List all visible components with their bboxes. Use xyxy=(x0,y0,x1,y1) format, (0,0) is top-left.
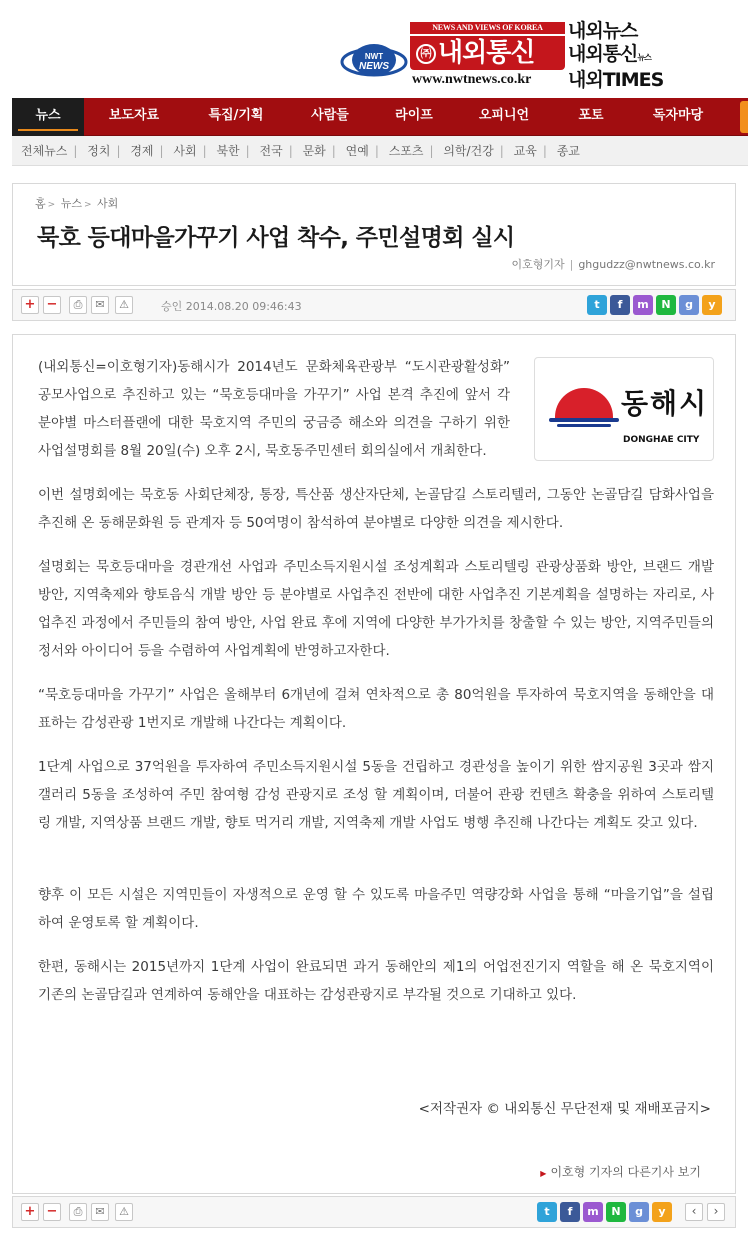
report-icon[interactable]: ⚠ xyxy=(115,1203,133,1221)
main-nav xyxy=(12,98,748,136)
font-increase-button[interactable]: + xyxy=(21,296,39,314)
subnav-north-korea[interactable]: 북한 xyxy=(216,144,240,158)
article-toolbar-top xyxy=(12,289,736,321)
facebook-icon[interactable]: f xyxy=(560,1202,580,1222)
nav-extra-tab[interactable] xyxy=(740,101,748,133)
subnav-economy[interactable]: 경제 xyxy=(130,144,154,158)
publish-date: 승인 2014.08.20 09:46:43 xyxy=(161,300,302,313)
subnav-health[interactable]: 의학/건강 xyxy=(443,144,494,158)
breadcrumb-news[interactable]: 뉴스 xyxy=(60,197,82,210)
article-paragraph: 설명회는 묵호등대마을 경관개선 사업과 주민소득지원시설 조성계획과 스토리텔링 관광상품화 방안, 브랜드 개발 방안, 지역축제와 향토음식 개발 방안 등 분야별로 사업추진 전반에 대한 사업추진 기본계획을 설명하는 자리로, 사업추진 과정에서 주민들의 참여 방안, 사업 완료 후에 지역에 다양한 부가가치를 창출할 수 있는 방안, 지역주민들의 정서와 아이디어 등을 수렴하여 사업계획에 반영하고자한다. xyxy=(38,559,714,659)
nav-life[interactable]: 라이프 xyxy=(395,108,433,123)
google-icon[interactable]: g xyxy=(679,295,699,315)
subnav-society[interactable]: 사회 xyxy=(173,144,197,158)
yozm-icon[interactable]: y xyxy=(702,295,722,315)
subnav-education[interactable]: 교육 xyxy=(513,144,537,158)
twitter-icon[interactable]: t xyxy=(537,1202,557,1222)
reporter-name[interactable]: 이호형기자 xyxy=(511,258,565,271)
svg-text:NEWS: NEWS xyxy=(359,61,389,72)
nav-press-release[interactable]: 보도자료 xyxy=(108,108,160,123)
breadcrumb-society[interactable]: 사회 xyxy=(97,197,119,210)
font-increase-button[interactable]: + xyxy=(21,1203,39,1221)
breadcrumb xyxy=(35,195,118,211)
breadcrumb-home[interactable]: 홈 xyxy=(35,197,46,210)
triangle-right-icon: ▶ xyxy=(540,1169,547,1178)
subnav-entertainment[interactable]: 연예 xyxy=(345,144,369,158)
chevron-right-icon: > xyxy=(47,200,56,210)
article-text xyxy=(38,353,714,1025)
article-paragraph: “묵호등대마을 가꾸기” 사업은 올해부터 6개년에 걸쳐 연차적으로 총 80억원을 투자하여 묵호지역을 동해안을 대표하는 감성관광 1번지로 개발해 나간다는 계획이다. xyxy=(38,687,714,731)
nav-reader[interactable]: 독자마당 xyxy=(652,108,704,123)
naver-icon[interactable]: N xyxy=(656,295,676,315)
report-icon[interactable]: ⚠ xyxy=(115,296,133,314)
brand-naewoe-times: 내외TIMES xyxy=(568,69,664,91)
email-icon[interactable]: ✉ xyxy=(91,1203,109,1221)
nav-news[interactable]: 뉴스 xyxy=(12,98,84,136)
subnav-politics[interactable]: 정치 xyxy=(87,144,111,158)
donghae-city-logo-image xyxy=(534,357,714,461)
reporter-email[interactable]: ghgudzz@nwtnews.co.kr xyxy=(578,258,715,271)
subnav-all[interactable]: 전체뉴스 xyxy=(21,144,68,158)
chevron-right-icon: > xyxy=(83,200,92,210)
next-article-button[interactable]: › xyxy=(707,1203,725,1221)
nav-opinion[interactable]: 오피니언 xyxy=(478,108,530,123)
logo-name: 내외통신 xyxy=(438,38,535,68)
city-name-korean: 동해시 xyxy=(621,387,709,420)
logo-circle-mark: ㈜ xyxy=(416,44,436,64)
subnav-sports[interactable]: 스포츠 xyxy=(388,144,424,158)
me2day-icon[interactable]: m xyxy=(633,295,653,315)
wave-line xyxy=(549,418,619,422)
font-decrease-button[interactable]: − xyxy=(43,1203,61,1221)
site-header xyxy=(0,0,748,98)
site-logo[interactable] xyxy=(410,22,565,90)
wave-line xyxy=(557,424,611,427)
logo-tagline: NEWS AND VIEWS OF KOREA xyxy=(410,22,565,34)
twitter-icon[interactable]: t xyxy=(587,295,607,315)
nwt-emblem-logo[interactable] xyxy=(340,38,408,80)
naver-icon[interactable]: N xyxy=(606,1202,626,1222)
logo-main-text xyxy=(410,36,565,70)
article-header xyxy=(12,183,736,286)
city-name-english: DONGHAE CITY xyxy=(623,435,700,445)
nav-special[interactable]: 특집/기획 xyxy=(208,108,264,123)
article-paragraph: 이번 설명회에는 묵호동 사회단체장, 통장, 특산품 생산자단체, 논골담길 스토리텔러, 그동안 논골담길 담화사업을 추진해 온 동해문화원 등 관계자 등 50여명이 참석하여 분야별로 다양한 의견을 제시한다. xyxy=(38,487,714,531)
sub-nav: 전체뉴스 | 정치 | 경제 | 사회 | 북한 | 전국 | 문화 | 연예 | 스포츠 | 의학/건강 | 교육 | 종교 xyxy=(12,136,748,166)
subnav-religion[interactable]: 종교 xyxy=(556,144,580,158)
article-paragraph: (내외통신=이호형기자)동해시가 2014년도 문화체육관광부 “도시관광활성화” 공모사업으로 추진하고 있는 “묵호등대마을 가꾸기” 사업 본격 추진에 앞서 각 분야별 마스터플랜에 대한 묵호지역 주민의 궁금증 해소와 의견을 구하기 위한 사업설명회를 8월 20일(수) 오후 2시, 묵호동주민센터 회의실에서 개최한다. xyxy=(38,359,510,459)
more-articles-link[interactable]: ▶ 이호형 기자의 다른기사 보기 xyxy=(540,1165,701,1179)
article-paragraph: 향후 이 모든 시설은 지역민들이 자생적으로 운영 할 수 있도록 마을주민 역량강화 사업을 통해 “마을기업”을 설립하여 운영토록 할 계획이다. xyxy=(38,887,714,931)
yozm-icon[interactable]: y xyxy=(652,1202,672,1222)
subnav-nation[interactable]: 전국 xyxy=(259,144,283,158)
article-title: 묵호 등대마을가꾸기 사업 착수, 주민설명회 실시 xyxy=(37,225,515,251)
prev-article-button[interactable]: ‹ xyxy=(685,1203,703,1221)
copyright-notice: <저작권자 © 내외통신 무단전재 및 재배포금지> xyxy=(418,1101,711,1117)
article-paragraph: 1단계 사업으로 37억원을 투자하여 주민소득지원시설 5동을 건립하고 경관성을 높이기 위한 쌈지공원 3곳과 쌈지 갤러리 5동을 조성하여 주민 참여형 감성 관광지로 조성 할 계획이며, 더불어 관광 컨텐츠 확충을 위하여 스토리텔링 개발, 지역상품 브랜드 개발, 향토 먹거리 개발, 지역축제 개발 사업도 병행 추진해 나간다는 계획도 갖고 있다. xyxy=(38,759,714,831)
subnav-culture[interactable]: 문화 xyxy=(302,144,326,158)
me2day-icon[interactable]: m xyxy=(583,1202,603,1222)
font-decrease-button[interactable]: − xyxy=(43,296,61,314)
article-paragraph: 한편, 동해시는 2015년까지 1단계 사업이 완료되면 과거 동해안의 제1의 어업전진기지 역할을 해 온 묵호지역이 기존의 논골담길과 연계하여 동해안을 대표하는 감성관광지로 부각될 것으로 기대하고 있다. xyxy=(38,959,714,1003)
article-body xyxy=(12,334,736,1194)
byline: 이호형기자 | ghgudzz@nwtnews.co.kr xyxy=(511,258,715,271)
google-icon[interactable]: g xyxy=(629,1202,649,1222)
svg-text:NWT: NWT xyxy=(364,52,384,61)
logo-url: www.nwtnews.co.kr xyxy=(412,72,532,87)
email-icon[interactable]: ✉ xyxy=(91,296,109,314)
article-toolbar-bottom xyxy=(12,1196,736,1228)
sister-brands xyxy=(568,20,698,92)
facebook-icon[interactable]: f xyxy=(610,295,630,315)
brand-naewoe-tongsin: 내외통신뉴스 xyxy=(568,43,651,65)
print-icon[interactable]: ⎙ xyxy=(69,1203,87,1221)
print-icon[interactable]: ⎙ xyxy=(69,296,87,314)
nav-photo[interactable]: 포토 xyxy=(578,108,604,123)
nav-people[interactable]: 사람들 xyxy=(311,108,349,123)
brand-naewoe-news: 내외뉴스 xyxy=(568,20,638,42)
sun-emblem-icon xyxy=(555,388,613,418)
